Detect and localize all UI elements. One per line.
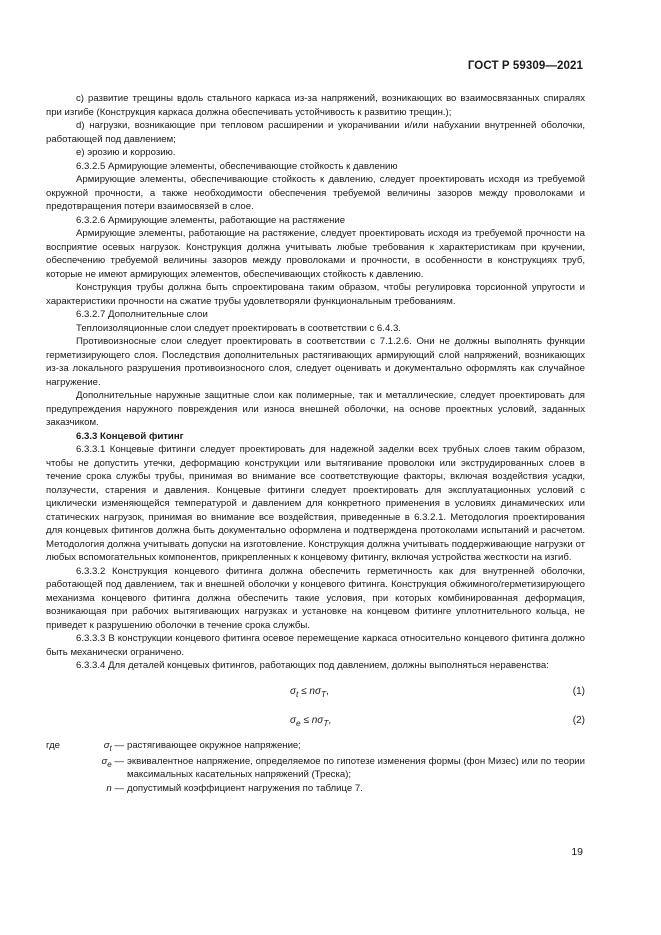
section-6-3-2-7-text-2: Противоизносные слои следует проектировать в соответствии с 7.1.2.6. Они не должны выполнять функции герметизирующего слоя. Последствия дополнительных растягивающих армирующий слой напряжений, возникающих из-за локального разрушения противоизносного слоя, следует оценивать и документально оформлять как случайное нагружение.: [46, 336, 585, 388]
section-6-3-2-7-text-3: Дополнительные наружные защитные слои как полимерные, так и металлические, следует проектировать для предупреждения наружного повреждения или износа внешней оболочки, на основе проектных условий, заданных заказчиком.: [46, 390, 585, 428]
formula-1-expression: $\sigma_t \le n\sigma_T$,: [290, 685, 329, 699]
section-6-3-3-2: 6.3.3.2 Конструкция концевого фитинга должна обеспечить герметичность как для внутренней оболочки, работающей под давлением, так и внешней оболочки у концевого фитинга. Конструкция обжимного/герметизирующего механизма концевого фитинга должна обеспечить такие условия, при которых комбинированная деформация, возникающая при рабочих вытягивающих нагрузках и установке на концевом фитинге уплотнительного кольца, не приведет к разрушению оболочки в течение срока службы.: [46, 565, 585, 631]
section-6-3-2-6-title: 6.3.2.6 Армирующие элементы, работающие на растяжение: [76, 214, 346, 226]
paragraph-c: с) развитие трещины вдоль стального каркаса из-за напряжений, возникающих во взаимосвязанных спиралях при изгибе (Конструкция каркаса должна обеспечивать устойчивость к развитию трещин.);: [46, 93, 585, 118]
formula-1: [46, 681, 585, 702]
formula-2: [46, 710, 585, 731]
formula-2-expression: $\sigma_e \le n\sigma_T$,: [290, 714, 332, 728]
section-6-3-2-6-text-2: Конструкция трубы должна быть спроектирована таким образом, чтобы регулировка торсионной упругости и характеристики прочности на сжатие трубы удовлетворяли функциональным требованиям.: [46, 282, 585, 307]
section-6-3-3-3: 6.3.3.3 В конструкции концевого фитинга осевое перемещение каркаса относительно концевого фитинга должно быть механически ограничено.: [46, 633, 585, 658]
section-6-3-2-6-text: Армирующие элементы, работающие на растяжение, следует проектировать исходя из требуемой прочности на восприятие осевых нагрузок. Конструкция должна учитывать любые требования к характеристикам при кручении, обеспечению требуемой величины зазоров между проволоками и прочности, в особенности в конструкциях труб, которые не имеют армирующих элементов, обеспечивающих стойкость к давлению.: [46, 228, 585, 280]
legend-definition: растягивающее окружное напряжение;: [127, 739, 301, 751]
section-6-3-2-5-text: Армирующие элементы, обеспечивающие стойкость к давлению, следует проектировать исходя из требуемой окружной прочности, а также необходимости обеспечения требуемой величины зазоров между проволоками и предотвращения потери взаимосвязей в слое.: [46, 174, 585, 212]
section-6-3-3-1: 6.3.3.1 Концевые фитинги следует проектировать для надежной заделки всех трубных слоев таким образом, чтобы не допустить утечки, деформацию конструкции или вытягивание проволоки или экструдированных слоев в течение срока службы трубы, принимая во внимание все соответствующие факторы, включая воздействия усадки, ползучести, старения и давления. Концевые фитинги следует проектировать для эксплуатационных условий с циклически изменяющейся температурой и давлением для конкретного применения в условиях динамических или статических нагрузок, принимая во внимание все воздействия, приведенные в 6.3.2.1. Методология проектирования для концевых фитингов должна быть документально оформлена и подтверждена протоколами испытаний и расчетом. Методология должна учитывать допуски на изготовление. Конструкция должна учитывать поддерживающие нагрузки от любых вспомогательных компонентов, прикрепленных к концевому фитингу, включая устройства жесткости на изгиб.: [46, 444, 585, 563]
legend-symbol: n —: [106, 783, 124, 795]
legend-lead: где: [46, 739, 61, 751]
legend-definition: допустимый коэффициент нагружения по таблице 7.: [127, 783, 363, 795]
section-6-3-2-7-text: Теплоизоляционные слои следует проектировать в соответствии с 6.4.3.: [76, 322, 401, 334]
symbol-legend: [46, 739, 585, 796]
document-header: ГОСТ Р 59309—2021: [467, 60, 583, 72]
legend-symbol: $\sigma_t$ —: [103, 739, 124, 753]
formula-2-number: (2): [572, 714, 585, 726]
section-6-3-3-heading: 6.3.3 Концевой фитинг: [76, 430, 184, 442]
paragraph-d: d) нагрузки, возникающие при тепловом расширении и укорачивании и/или набухании внутренней оболочки, работающей под давлением;: [46, 120, 585, 145]
section-6-3-3-4: 6.3.3.4 Для деталей концевых фитингов, работающих под давлением, должны выполняться неравенства:: [76, 660, 549, 671]
legend-symbol: $\sigma_e$ —: [101, 756, 124, 770]
section-6-3-2-5-title: 6.3.2.5 Армирующие элементы, обеспечивающие стойкость к давлению: [76, 160, 398, 172]
section-6-3-2-7-title: 6.3.2.7 Дополнительные слои: [76, 309, 208, 320]
formula-1-number: (1): [572, 685, 585, 697]
legend-row-sigma-e: [46, 755, 585, 781]
document-body: [46, 92, 585, 796]
paragraph-e: е) эрозию и коррозию.: [76, 147, 176, 158]
legend-definition: эквивалентное напряжение, определяемое по гипотезе изменения формы (фон Мизес) или по теории максимальных касательных напряжений (Треска);: [127, 756, 585, 781]
legend-row-n: [46, 782, 585, 795]
legend-row-sigma-t: [46, 739, 585, 755]
page-number: 19: [571, 846, 583, 858]
